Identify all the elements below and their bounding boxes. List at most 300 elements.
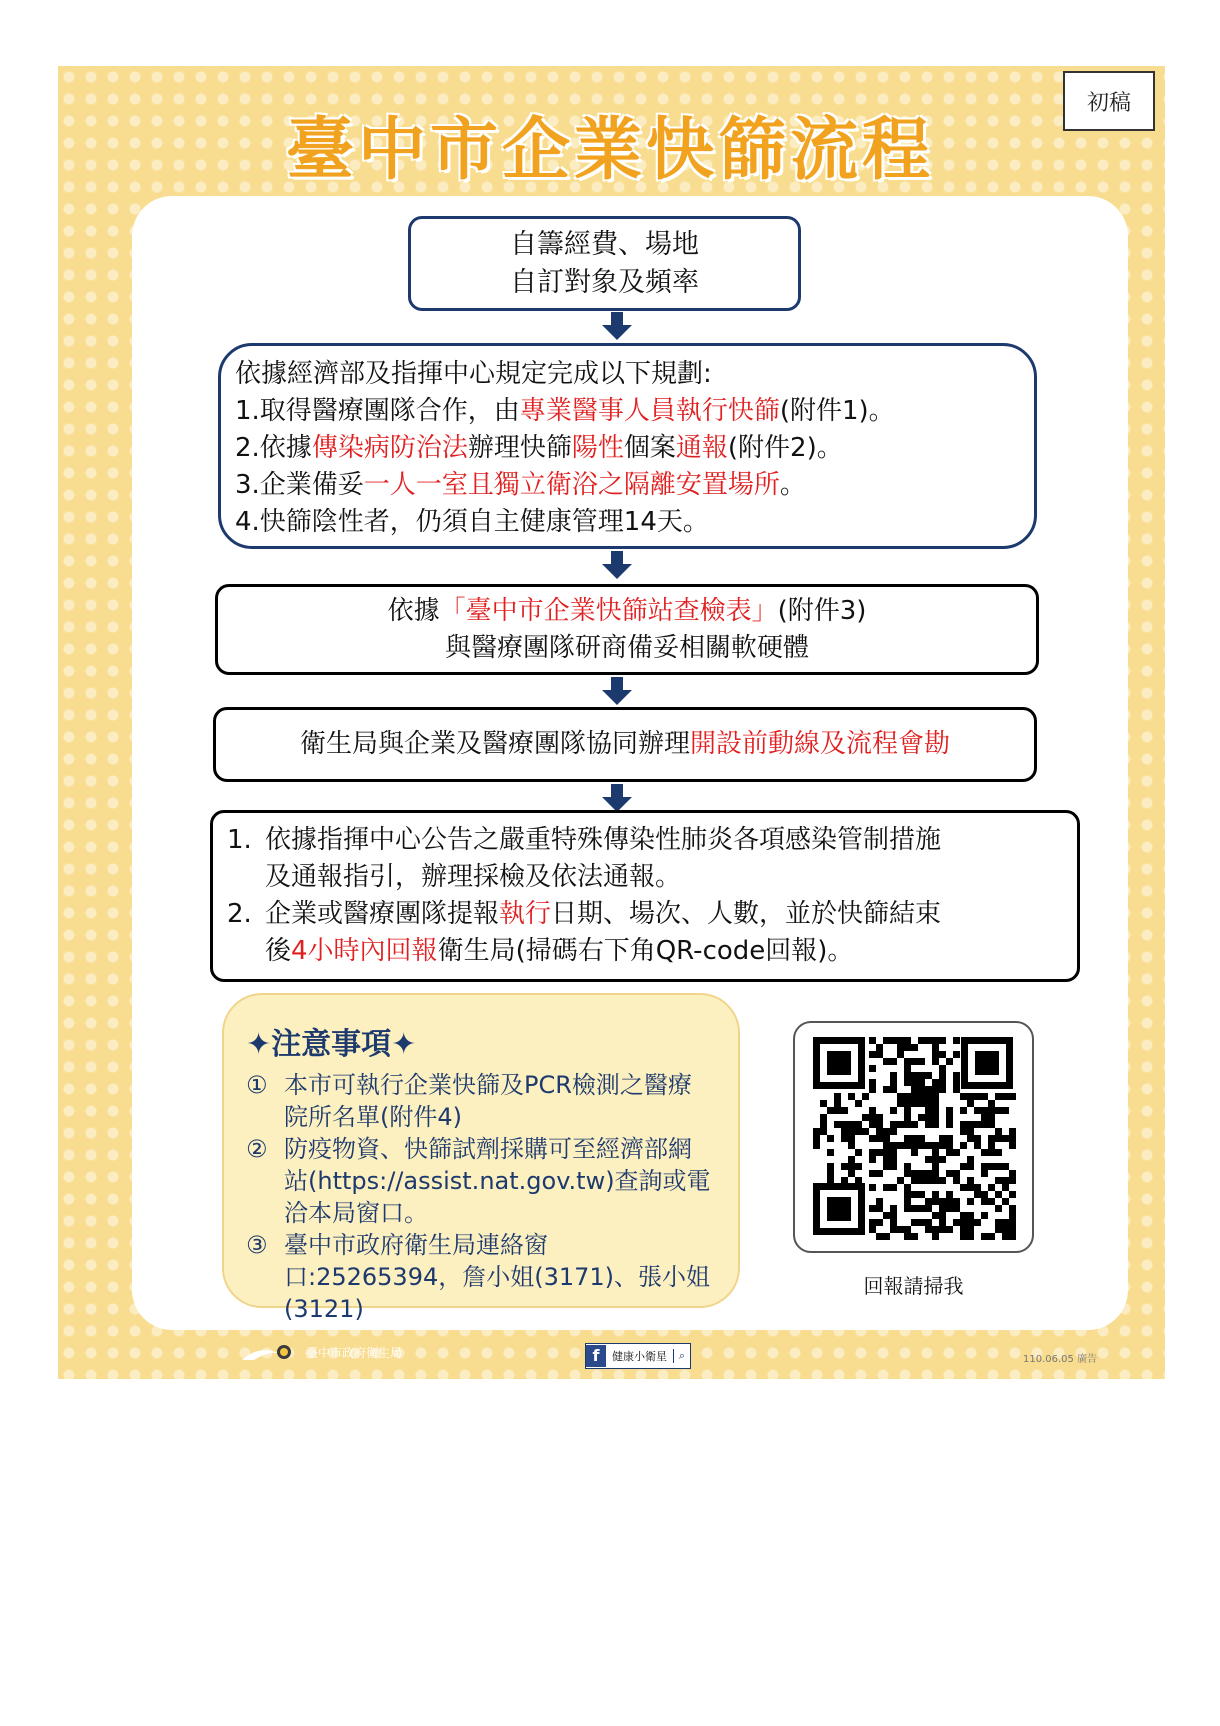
qr-module <box>925 1177 932 1184</box>
qr-module <box>869 1121 876 1128</box>
qr-module <box>960 1233 967 1240</box>
qr-module <box>904 1100 911 1107</box>
qr-module <box>918 1177 925 1184</box>
qr-module <box>890 1212 897 1219</box>
page-title: 臺中市企業快篩流程 <box>285 111 934 190</box>
qr-module <box>988 1149 995 1156</box>
qr-module <box>883 1086 890 1093</box>
qr-module <box>967 1156 974 1163</box>
qr-module <box>1002 1198 1009 1205</box>
qr-module <box>890 1107 897 1114</box>
qr-module <box>841 1107 848 1114</box>
qr-module <box>841 1135 848 1142</box>
qr-module <box>904 1072 911 1079</box>
qr-module <box>932 1177 939 1184</box>
qr-module <box>876 1219 883 1226</box>
qr-module <box>813 1128 820 1135</box>
qr-module <box>988 1135 995 1142</box>
qr-module <box>967 1100 974 1107</box>
qr-module <box>869 1065 876 1072</box>
qr-module <box>1002 1177 1009 1184</box>
qr-module <box>939 1198 946 1205</box>
qr-module <box>918 1058 925 1065</box>
qr-module <box>862 1114 869 1121</box>
qr-module <box>911 1142 918 1149</box>
notes-box <box>222 993 740 1323</box>
qr-module <box>981 1170 988 1177</box>
qr-module <box>876 1205 883 1212</box>
note-text: 臺中市政府衛生局連絡窗口:25265394，詹小姐(3171)、張小姐(3121) <box>284 1231 711 1323</box>
step-5-item-1: 1. 依據指揮中心公告之嚴重特殊傳染性肺炎各項感染管制措施 <box>227 825 942 855</box>
qr-module <box>960 1219 967 1226</box>
note-text: 防疫物資、快篩試劑採購可至經濟部網站(https://assist.nat.gov.tw)查詢或電洽本局窗口。 <box>284 1135 711 1227</box>
qr-module <box>904 1142 911 1149</box>
qr-module <box>925 1198 932 1205</box>
qr-module <box>813 1135 820 1142</box>
qr-module <box>911 1205 918 1212</box>
qr-module <box>904 1093 911 1100</box>
qr-module <box>939 1226 946 1233</box>
qr-module <box>974 1184 981 1191</box>
qr-module <box>918 1072 925 1079</box>
footer-org-name: 臺中市政府衛生局 <box>306 1345 403 1360</box>
qr-module <box>862 1093 869 1100</box>
qr-module <box>939 1212 946 1219</box>
qr-module <box>988 1107 995 1114</box>
qr-module <box>883 1149 890 1156</box>
qr-module <box>932 1233 939 1240</box>
qr-module <box>925 1142 932 1149</box>
qr-module <box>932 1156 939 1163</box>
qr-module <box>953 1072 960 1079</box>
qr-module <box>918 1191 925 1198</box>
qr-module <box>1009 1135 1016 1142</box>
qr-module <box>1002 1219 1009 1226</box>
qr-module <box>904 1135 911 1142</box>
qr-module <box>939 1065 946 1072</box>
qr-module <box>939 1135 946 1142</box>
qr-module <box>904 1184 911 1191</box>
qr-module <box>1002 1163 1009 1170</box>
qr-module <box>827 1163 834 1170</box>
qr-module <box>1009 1219 1016 1226</box>
qr-module <box>869 1135 876 1142</box>
qr-module <box>848 1142 855 1149</box>
qr-module <box>932 1079 939 1086</box>
qr-module <box>869 1051 876 1058</box>
qr-module <box>869 1149 876 1156</box>
qr-module <box>911 1219 918 1226</box>
qr-module <box>1009 1212 1016 1219</box>
qr-module <box>946 1135 953 1142</box>
qr-module <box>911 1086 918 1093</box>
qr-module <box>890 1086 897 1093</box>
qr-module <box>848 1093 855 1100</box>
qr-module <box>988 1233 995 1240</box>
qr-module <box>904 1037 911 1044</box>
qr-module <box>953 1037 960 1044</box>
qr-module <box>855 1149 862 1156</box>
qr-module <box>834 1107 841 1114</box>
qr-module <box>939 1177 946 1184</box>
qr-module <box>890 1142 897 1149</box>
qr-module <box>876 1198 883 1205</box>
ad-date: 110.06.05 廣告 <box>1023 1354 1098 1365</box>
qr-module <box>967 1093 974 1100</box>
qr-module <box>911 1044 918 1051</box>
qr-module <box>876 1044 883 1051</box>
qr-module <box>981 1149 988 1156</box>
qr-module <box>960 1184 967 1191</box>
qr-module <box>953 1205 960 1212</box>
qr-module <box>911 1079 918 1086</box>
qr-code-icon <box>795 1023 1032 1251</box>
qr-module <box>960 1142 967 1149</box>
qr-module <box>855 1177 862 1184</box>
qr-module <box>974 1107 981 1114</box>
qr-module <box>988 1198 995 1205</box>
qr-module <box>939 1072 946 1079</box>
qr-module <box>918 1100 925 1107</box>
qr-module <box>925 1114 932 1121</box>
qr-module <box>1002 1184 1009 1191</box>
qr-module <box>1009 1205 1016 1212</box>
qr-module <box>904 1198 911 1205</box>
qr-module <box>995 1107 1002 1114</box>
qr-module <box>981 1233 988 1240</box>
qr-module <box>841 1121 848 1128</box>
qr-module <box>932 1142 939 1149</box>
qr-module <box>918 1170 925 1177</box>
qr-module <box>995 1135 1002 1142</box>
facebook-badge[interactable] <box>585 1343 691 1369</box>
qr-module <box>876 1149 883 1156</box>
qr-module <box>869 1219 876 1226</box>
qr-module <box>932 1058 939 1065</box>
qr-module <box>869 1037 876 1044</box>
qr-module <box>869 1205 876 1212</box>
qr-module <box>904 1079 911 1086</box>
qr-module <box>1009 1191 1016 1198</box>
qr-module <box>827 1107 834 1114</box>
qr-module <box>974 1121 981 1128</box>
qr-code[interactable] <box>793 1021 1034 1253</box>
qr-module <box>848 1156 855 1163</box>
qr-module <box>911 1135 918 1142</box>
qr-module <box>834 1121 841 1128</box>
qr-module <box>967 1226 974 1233</box>
step-1-line-2: 自訂對象及頻率 <box>510 266 699 298</box>
qr-module <box>946 1114 953 1121</box>
qr-module <box>960 1093 967 1100</box>
qr-module <box>932 1163 939 1170</box>
qr-module <box>911 1072 918 1079</box>
qr-module <box>834 1100 841 1107</box>
qr-module <box>967 1177 974 1184</box>
footer-logo <box>240 1340 402 1364</box>
qr-module <box>939 1142 946 1149</box>
qr-module <box>946 1191 953 1198</box>
qr-module <box>876 1114 883 1121</box>
qr-module <box>869 1114 876 1121</box>
qr-module <box>841 1177 848 1184</box>
qr-module <box>890 1072 897 1079</box>
qr-module <box>995 1219 1002 1226</box>
qr-module <box>918 1037 925 1044</box>
facebook-page-name: 健康小衛星 <box>612 1350 667 1363</box>
qr-module <box>953 1079 960 1086</box>
qr-module <box>960 1163 967 1170</box>
note-text: 本市可執行企業快篩及PCR檢測之醫療院所名單(附件4) <box>284 1071 692 1131</box>
qr-module <box>897 1142 904 1149</box>
qr-module <box>1009 1093 1016 1100</box>
qr-module <box>897 1121 904 1128</box>
qr-module <box>911 1191 918 1198</box>
qr-module <box>995 1205 1002 1212</box>
note-item <box>246 1069 712 1133</box>
qr-module <box>918 1142 925 1149</box>
qr-module <box>897 1226 904 1233</box>
qr-module <box>820 1121 827 1128</box>
qr-module <box>939 1051 946 1058</box>
qr-module <box>918 1219 925 1226</box>
qr-module <box>855 1128 862 1135</box>
qr-module <box>925 1170 932 1177</box>
qr-module <box>995 1128 1002 1135</box>
qr-module <box>869 1184 876 1191</box>
qr-module <box>939 1079 946 1086</box>
qr-module <box>890 1121 897 1128</box>
qr-module <box>925 1037 932 1044</box>
qr-module <box>876 1128 883 1135</box>
qr-module <box>932 1086 939 1093</box>
qr-module <box>1002 1107 1009 1114</box>
step-4-box <box>213 707 1037 782</box>
qr-module <box>925 1156 932 1163</box>
qr-module <box>848 1163 855 1170</box>
qr-module <box>911 1058 918 1065</box>
qr-module <box>1002 1233 1009 1240</box>
note-number: ② <box>246 1135 268 1163</box>
qr-module <box>869 1156 876 1163</box>
qr-module <box>932 1114 939 1121</box>
qr-module <box>918 1114 925 1121</box>
step-5-box <box>210 810 1080 982</box>
qr-module <box>967 1163 974 1170</box>
qr-module <box>988 1114 995 1121</box>
qr-module <box>890 1184 897 1191</box>
note-number: ① <box>246 1071 268 1099</box>
qr-module <box>890 1037 897 1044</box>
qr-module <box>932 1107 939 1114</box>
qr-module <box>974 1142 981 1149</box>
qr-module <box>1009 1142 1016 1149</box>
step-1-line-1: 自籌經費、場地 <box>510 228 699 260</box>
qr-module <box>932 1170 939 1177</box>
qr-module <box>827 1177 834 1184</box>
qr-module <box>988 1184 995 1191</box>
qr-module <box>1002 1226 1009 1233</box>
qr-module <box>925 1100 932 1107</box>
qr-module <box>883 1128 890 1135</box>
qr-module <box>981 1093 988 1100</box>
qr-module <box>855 1121 862 1128</box>
qr-module <box>897 1037 904 1044</box>
qr-module <box>925 1093 932 1100</box>
qr-module <box>925 1226 932 1233</box>
qr-module <box>911 1149 918 1156</box>
qr-module <box>981 1107 988 1114</box>
qr-module <box>960 1107 967 1114</box>
qr-module <box>911 1170 918 1177</box>
qr-module <box>946 1198 953 1205</box>
qr-module <box>953 1198 960 1205</box>
qr-module <box>981 1191 988 1198</box>
qr-module <box>911 1233 918 1240</box>
search-icon: ⌕ <box>673 1349 690 1363</box>
qr-module <box>848 1128 855 1135</box>
qr-module <box>1009 1128 1016 1135</box>
qr-module <box>890 1156 897 1163</box>
qr-module <box>932 1093 939 1100</box>
qr-module <box>967 1233 974 1240</box>
qr-module <box>981 1163 988 1170</box>
qr-module <box>820 1128 827 1135</box>
step-3-box <box>215 584 1039 675</box>
qr-module <box>848 1170 855 1177</box>
qr-module <box>904 1163 911 1170</box>
qr-module <box>960 1226 967 1233</box>
qr-module <box>820 1100 827 1107</box>
qr-module <box>932 1198 939 1205</box>
qr-module <box>904 1205 911 1212</box>
qr-module <box>911 1121 918 1128</box>
qr-module <box>995 1177 1002 1184</box>
step-5-item-2: 2. 企業或醫療團隊提報執行日期、場次、人數，並於快篩結束 <box>227 899 942 929</box>
step-1-box <box>408 216 801 311</box>
qr-module <box>904 1191 911 1198</box>
step-2-box <box>218 343 1037 549</box>
qr-module <box>967 1184 974 1191</box>
qr-module <box>995 1093 1002 1100</box>
qr-module <box>939 1086 946 1093</box>
qr-module <box>953 1051 960 1058</box>
qr-module <box>946 1226 953 1233</box>
qr-module <box>974 1219 981 1226</box>
qr-module <box>869 1086 876 1093</box>
step-2-heading: 依據經濟部及指揮中心規定完成以下規劃: <box>235 359 712 389</box>
qr-module <box>890 1079 897 1086</box>
qr-module <box>953 1149 960 1156</box>
qr-module <box>932 1212 939 1219</box>
qr-module <box>855 1163 862 1170</box>
qr-module <box>932 1037 939 1044</box>
qr-module <box>967 1135 974 1142</box>
qr-module <box>897 1100 904 1107</box>
qr-module <box>946 1121 953 1128</box>
facebook-icon: f <box>586 1345 606 1367</box>
qr-module <box>883 1184 890 1191</box>
notes-title: ✦注意事項✦ <box>246 1027 417 1062</box>
qr-module <box>883 1037 890 1044</box>
qr-module <box>995 1226 1002 1233</box>
qr-module <box>946 1058 953 1065</box>
note-item <box>246 1229 712 1325</box>
qr-module <box>946 1205 953 1212</box>
qr-module <box>841 1128 848 1135</box>
qr-module <box>939 1156 946 1163</box>
qr-module <box>834 1093 841 1100</box>
qr-module <box>876 1051 883 1058</box>
qr-module <box>904 1170 911 1177</box>
qr-module <box>953 1170 960 1177</box>
qr-module <box>918 1086 925 1093</box>
qr-module <box>960 1121 967 1128</box>
qr-module <box>911 1093 918 1100</box>
qr-module <box>932 1051 939 1058</box>
qr-module <box>918 1079 925 1086</box>
step-2-item-4: 4.快篩陰性者，仍須自主健康管理14天。 <box>235 507 709 537</box>
qr-module <box>890 1205 897 1212</box>
qr-module <box>946 1142 953 1149</box>
qr-module <box>995 1191 1002 1198</box>
qr-module <box>1009 1233 1016 1240</box>
qr-module <box>988 1121 995 1128</box>
qr-module <box>967 1198 974 1205</box>
qr-module <box>981 1212 988 1219</box>
step-5-item-2-cont: 後4小時內回報衛生局(掃碼右下角QR-code回報)。 <box>265 936 854 966</box>
qr-module <box>911 1177 918 1184</box>
qr-module <box>1009 1170 1016 1177</box>
qr-module <box>883 1163 890 1170</box>
qr-module <box>932 1191 939 1198</box>
qr-module <box>904 1107 911 1114</box>
qr-module <box>883 1212 890 1219</box>
qr-module <box>876 1121 883 1128</box>
health-bureau-logo-icon <box>240 1340 300 1364</box>
note-number: ③ <box>246 1231 268 1259</box>
qr-module <box>953 1219 960 1226</box>
step-3-line-2: 與醫療團隊研商備妥相關軟硬體 <box>444 632 809 663</box>
qr-module <box>932 1149 939 1156</box>
qr-module <box>1009 1226 1016 1233</box>
qr-module <box>904 1058 911 1065</box>
qr-module <box>967 1212 974 1219</box>
note-item <box>246 1133 712 1229</box>
qr-module <box>827 1135 834 1142</box>
qr-module <box>883 1156 890 1163</box>
qr-module <box>869 1107 876 1114</box>
step-2-item-1: 1.取得醫療團隊合作，由專業醫事人員執行快篩(附件1)。 <box>235 396 895 426</box>
qr-module <box>953 1177 960 1184</box>
qr-module <box>883 1233 890 1240</box>
qr-module <box>988 1142 995 1149</box>
qr-module <box>960 1128 967 1135</box>
qr-module <box>939 1205 946 1212</box>
qr-module <box>1002 1093 1009 1100</box>
qr-module <box>981 1198 988 1205</box>
qr-module <box>862 1128 869 1135</box>
qr-module <box>981 1114 988 1121</box>
qr-module <box>932 1100 939 1107</box>
qr-module <box>883 1142 890 1149</box>
qr-module <box>897 1051 904 1058</box>
qr-module <box>890 1128 897 1135</box>
qr-module <box>883 1135 890 1142</box>
qr-module <box>918 1135 925 1142</box>
qr-module <box>813 1142 820 1149</box>
qr-module <box>939 1037 946 1044</box>
